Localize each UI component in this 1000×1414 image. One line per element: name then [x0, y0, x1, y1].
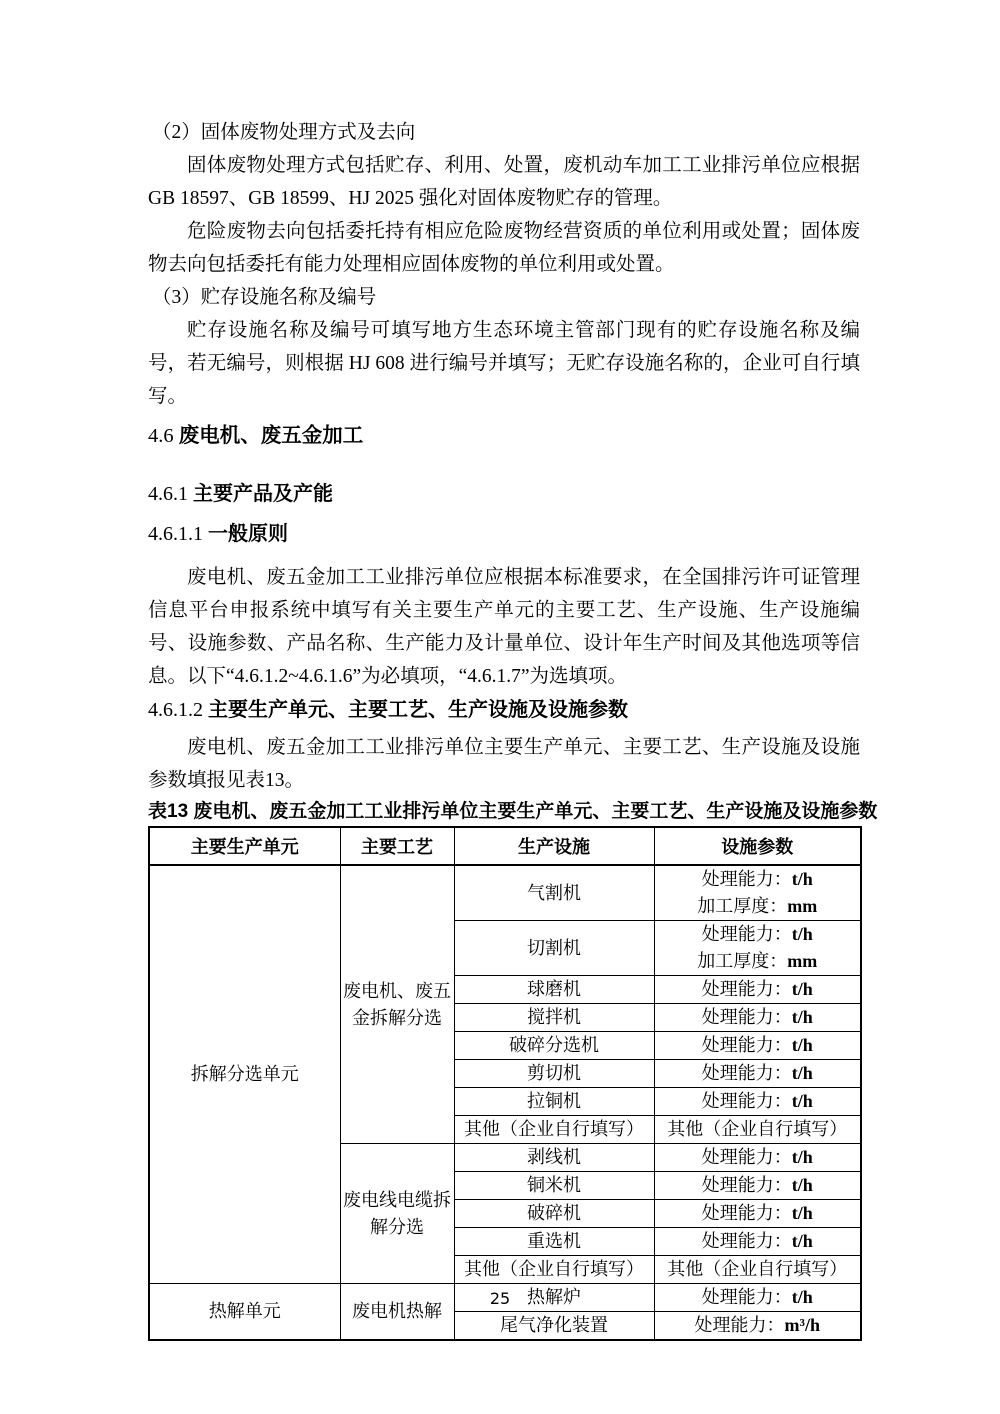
parameter-name: 其他（企业自行填写） [667, 1119, 848, 1139]
parameter-line [657, 1172, 859, 1199]
table-intro-paragraph: 废电机、废五金加工工业排污单位主要生产单元、主要工艺、生产设施及设施参数填报见表13。 [148, 737, 860, 791]
parameter-name: 加工厚度： [697, 896, 788, 916]
section-number: 4.6 [148, 425, 174, 447]
parameter-name: 处理能力： [701, 869, 792, 889]
table13 [148, 826, 862, 1341]
parameter-name: 处理能力： [694, 1315, 785, 1335]
parameter-unit: t/h [791, 979, 813, 999]
table13-title: 表13 废电机、废五金加工工业排污单位主要生产单元、主要工艺、生产设施及设施参数 [148, 801, 878, 822]
parameter-name: 处理能力： [701, 1063, 792, 1083]
section-title: 废电机、废五金加工 [178, 424, 364, 447]
parameter-line [657, 1088, 859, 1115]
parameter-name: 处理能力： [701, 924, 792, 944]
parameter-name: 加工厚度： [697, 951, 788, 971]
table-header-cell: 设施参数 [654, 827, 861, 865]
parameter-unit: mm [787, 951, 818, 971]
facility-cell: 剪切机 [454, 1060, 654, 1088]
item3-paragraph: 贮存设施名称及编号可填写地方生态环境主管部门现有的贮存设施名称及编号，若无编号，则根据 HJ 608 进行编号并填写；无贮存设施名称的，企业可自行填写。 [148, 320, 860, 407]
table-header-cell: 主要工艺 [340, 827, 454, 865]
item2-paragraph-2: 危险废物去向包括委托持有相应危险废物经营资质的单位利用或处置；固体废物去向包括委托有能力处理相应固体废物的单位利用或处置。 [148, 221, 860, 275]
facility-cell: 重选机 [454, 1228, 654, 1256]
facility-cell: 剥线机 [454, 1144, 654, 1172]
parameter-unit: m³/h [784, 1315, 820, 1335]
item2-paragraph-1: 固体废物处理方式包括贮存、利用、处置，废机动车加工工业排污单位应根据 GB 18597、GB 18599、HJ 2025 强化对固体废物贮存的管理。 [148, 155, 860, 209]
facility-cell: 气割机 [454, 865, 654, 921]
facility-cell: 尾气净化装置 [454, 1312, 654, 1341]
facility-cell: 破碎分选机 [454, 1032, 654, 1060]
section-number: 4.6.1.2 [148, 699, 203, 721]
parameters-cell [654, 921, 861, 976]
parameter-line [657, 976, 859, 1003]
parameter-unit: t/h [791, 1231, 813, 1251]
parameter-line [657, 866, 859, 893]
section-title: 一般原则 [208, 523, 288, 545]
parameters-cell [654, 1256, 861, 1284]
parameter-line [657, 1144, 859, 1171]
parameters-cell [654, 1144, 861, 1172]
general-principle-paragraph: 废电机、废五金加工工业排污单位应根据本标准要求，在全国排污许可证管理信息平台申报系统中填写有关主要生产单元的主要工艺、生产设施、生产设施编号、设施参数、产品名称、生产能力及计量单位、设计年生产时间及其他选项等信息。以下“4.6.1.2~4.6.1.6”为必填项，“4.6.1.7”为选填项。 [148, 567, 860, 687]
parameter-name: 处理能力： [701, 1147, 792, 1167]
section-heading-4-6-1-1 [148, 519, 860, 549]
section-heading-4-6-1 [148, 479, 860, 509]
parameters-cell [654, 865, 861, 921]
parameter-line [657, 1116, 859, 1143]
parameters-cell [654, 1200, 861, 1228]
section-heading-4-6 [148, 421, 860, 451]
item3-heading: （3）贮存设施名称及编号 [152, 287, 377, 308]
parameter-name: 处理能力： [701, 1035, 792, 1055]
table-row [149, 865, 861, 921]
parameter-line [657, 948, 859, 975]
section-title: 主要产品及产能 [193, 483, 333, 505]
facility-cell: 切割机 [454, 921, 654, 976]
process-cell: 废电机、废五金拆解分选 [340, 865, 454, 1144]
parameter-line [657, 1228, 859, 1255]
parameter-unit: t/h [791, 1147, 813, 1167]
page-content [148, 116, 878, 1341]
parameter-unit: t/h [791, 1035, 813, 1055]
facility-cell: 铜米机 [454, 1172, 654, 1200]
parameter-line [657, 1312, 859, 1339]
page-number: 25 [489, 1289, 511, 1308]
parameters-cell [654, 1228, 861, 1256]
production-unit-cell: 拆解分选单元 [149, 865, 340, 1284]
process-cell: 废电线电缆拆解分选 [340, 1144, 454, 1284]
parameter-name: 处理能力： [701, 1007, 792, 1027]
parameter-unit: t/h [791, 1007, 813, 1027]
parameter-line [657, 921, 859, 948]
facility-cell: 搅拌机 [454, 1004, 654, 1032]
parameter-line [657, 1060, 859, 1087]
table-header-row [149, 827, 861, 865]
parameter-line [657, 1004, 859, 1031]
parameters-cell [654, 1060, 861, 1088]
section-heading-4-6-1-2 [148, 695, 860, 725]
parameters-cell [654, 1004, 861, 1032]
parameter-unit: t/h [791, 1203, 813, 1223]
parameter-name: 处理能力： [701, 1203, 792, 1223]
parameter-unit: t/h [791, 869, 813, 889]
parameter-unit: mm [787, 896, 818, 916]
parameter-line [657, 893, 859, 920]
parameter-line [657, 1256, 859, 1283]
parameter-name: 处理能力： [701, 1091, 792, 1111]
item2-heading: （2）固体废物处理方式及去向 [152, 122, 416, 143]
parameter-unit: t/h [791, 924, 813, 944]
production-unit-cell: 热解单元 [149, 1284, 340, 1341]
facility-cell: 破碎机 [454, 1200, 654, 1228]
table-header-cell: 主要生产单元 [149, 827, 340, 865]
parameters-cell [654, 1172, 861, 1200]
parameter-name: 处理能力： [701, 1287, 792, 1307]
section-number: 4.6.1 [148, 483, 188, 505]
parameter-line [657, 1032, 859, 1059]
facility-cell: 其他（企业自行填写） [454, 1256, 654, 1284]
table-header-cell: 生产设施 [454, 827, 654, 865]
parameters-cell [654, 1088, 861, 1116]
parameter-name: 处理能力： [701, 1175, 792, 1195]
parameters-cell [654, 976, 861, 1004]
facility-cell: 球磨机 [454, 976, 654, 1004]
parameter-unit: t/h [791, 1175, 813, 1195]
facility-cell: 热解炉 [454, 1284, 654, 1312]
parameters-cell [654, 1312, 861, 1341]
facility-cell: 其他（企业自行填写） [454, 1116, 654, 1144]
facility-cell: 拉铜机 [454, 1088, 654, 1116]
section-number: 4.6.1.1 [148, 523, 203, 545]
parameter-unit: t/h [791, 1063, 813, 1083]
process-cell: 废电机热解 [340, 1284, 454, 1341]
parameter-name: 处理能力： [701, 979, 792, 999]
parameter-name: 处理能力： [701, 1231, 792, 1251]
section-title: 主要生产单元、主要工艺、生产设施及设施参数 [208, 699, 628, 721]
parameter-unit: t/h [791, 1287, 813, 1307]
parameters-cell [654, 1116, 861, 1144]
parameter-name: 其他（企业自行填写） [667, 1259, 848, 1279]
parameter-unit: t/h [791, 1091, 813, 1111]
parameters-cell [654, 1032, 861, 1060]
parameter-line [657, 1200, 859, 1227]
